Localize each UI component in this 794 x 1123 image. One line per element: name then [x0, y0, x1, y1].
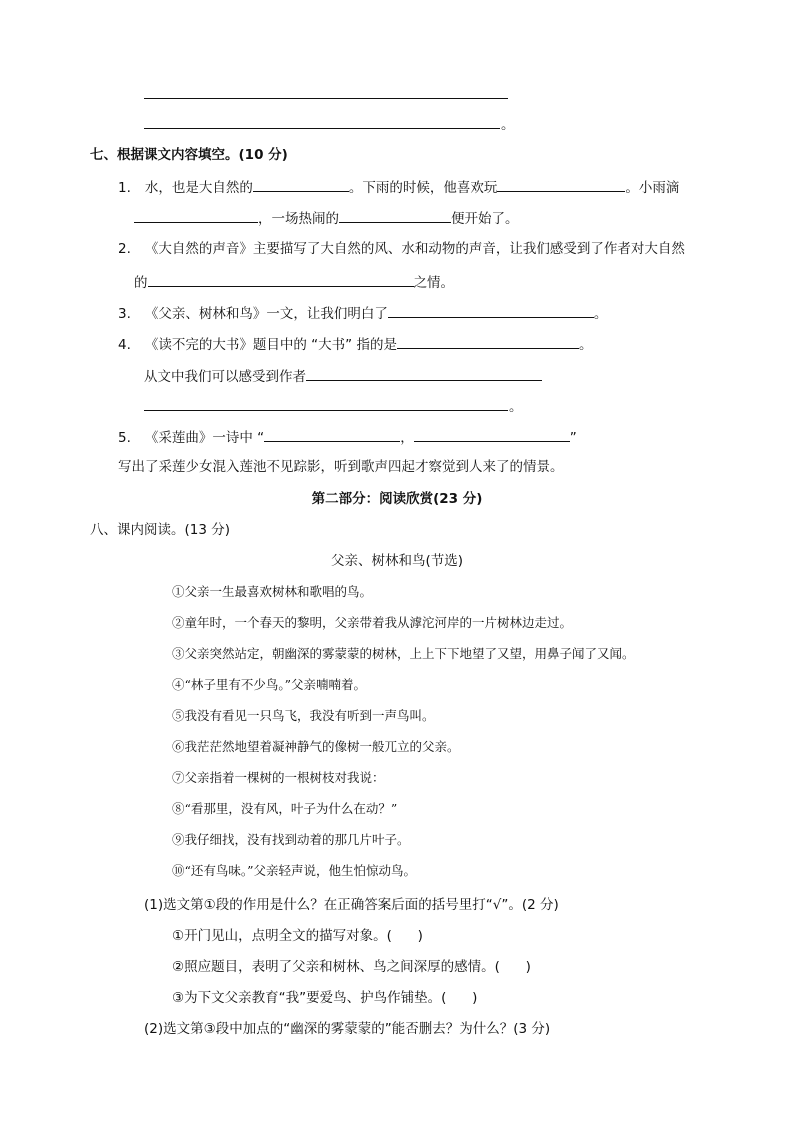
answer-line	[144, 128, 500, 129]
passage-paragraph: ⑦父亲指着一棵树的一根树枝对我说：	[172, 770, 385, 785]
blank[interactable]	[134, 208, 258, 223]
blank[interactable]	[264, 427, 400, 442]
section7-q2-line1: 2. 《大自然的声音》主要描写了大自然的风、水和动物的声音，让我们感受到了作者对大自然	[118, 241, 685, 257]
section8-q1-option[interactable]: ②照应题目，表明了父亲和树林、鸟之间深厚的感情。( )	[172, 959, 531, 975]
section7-q1-line2: ，一场热闹的 便开始了。	[134, 208, 519, 228]
blank[interactable]	[253, 177, 349, 192]
blank[interactable]	[306, 366, 542, 381]
section8-heading: 八、课内阅读。(13 分)	[90, 522, 231, 538]
section7-q5-line1: 5. 《采莲曲》一诗中 “ ， ”	[118, 427, 577, 447]
blank[interactable]	[339, 208, 451, 223]
answer-line	[144, 410, 508, 411]
passage-paragraph: ②童年时，一个春天的黎明，父亲带着我从滹沱河岸的一片树林边走过。	[172, 615, 573, 630]
passage-paragraph: ①父亲一生最喜欢树林和歌唱的鸟。	[172, 584, 373, 599]
section7-q3: 3. 《父亲、树林和鸟》一文，让我们明白了 。	[118, 303, 607, 323]
blank[interactable]	[414, 427, 570, 442]
line-end-mark: 。	[509, 399, 523, 415]
passage-paragraph: ⑤我没有看见一只鸟飞，我没有听到一声鸟叫。	[172, 708, 435, 723]
section8-q1-stem: (1)选文第①段的作用是什么？在正确答案后面的括号里打“√”。(2 分)	[144, 897, 559, 913]
blank[interactable]	[397, 334, 579, 349]
blank[interactable]	[388, 303, 594, 318]
part2-title: 第二部分：阅读欣赏(23 分)	[311, 491, 483, 507]
section7-q4-line2: 从文中我们可以感受到作者	[144, 366, 542, 386]
passage-paragraph: ④“林子里有不少鸟。”父亲喃喃着。	[172, 677, 367, 692]
passage-paragraph: ⑩“还有鸟味。”父亲轻声说，他生怕惊动鸟。	[172, 863, 417, 878]
line-end-mark: 。	[501, 117, 515, 133]
passage-paragraph: ⑥我茫茫然地望着凝神静气的像树一般兀立的父亲。	[172, 739, 460, 754]
section8-q1-option[interactable]: ①开门见山，点明全文的描写对象。( )	[172, 928, 423, 944]
section8-q2-stem: (2)选文第③段中加点的“幽深的雾蒙蒙的”能否删去？为什么？(3 分)	[144, 1021, 551, 1037]
passage-title: 父亲、树林和鸟(节选)	[330, 553, 464, 569]
section7-q1-line1: 1. 水，也是大自然的 。下雨的时候，他喜欢玩 。小雨滴	[118, 177, 679, 197]
answer-line	[144, 98, 508, 99]
passage-paragraph: ③父亲突然站定，朝幽深的雾蒙蒙的树林，上上下下地望了又望，用鼻子闻了又闻。	[172, 646, 635, 661]
passage-paragraph: ⑧“看那里，没有风，叶子为什么在动？”	[172, 801, 398, 816]
section7-heading: 七、根据课文内容填空。(10 分)	[90, 147, 288, 163]
blank[interactable]	[148, 272, 414, 287]
section7-q5-line2: 写出了采莲少女混入莲池不见踪影，听到歌声四起才察觉到人来了的情景。	[118, 459, 564, 475]
section7-q4-line1: 4. 《读不完的大书》题目中的 “大书” 指的是 。	[118, 334, 592, 354]
section8-q1-option[interactable]: ③为下文父亲教育“我”要爱鸟、护鸟作铺垫。( )	[172, 990, 478, 1006]
blank[interactable]	[497, 177, 625, 192]
passage-paragraph: ⑨我仔细找，没有找到动着的那几片叶子。	[172, 832, 410, 847]
section7-q2-line2: 的 之情。	[134, 272, 454, 292]
q1-number: 1.	[118, 180, 131, 196]
